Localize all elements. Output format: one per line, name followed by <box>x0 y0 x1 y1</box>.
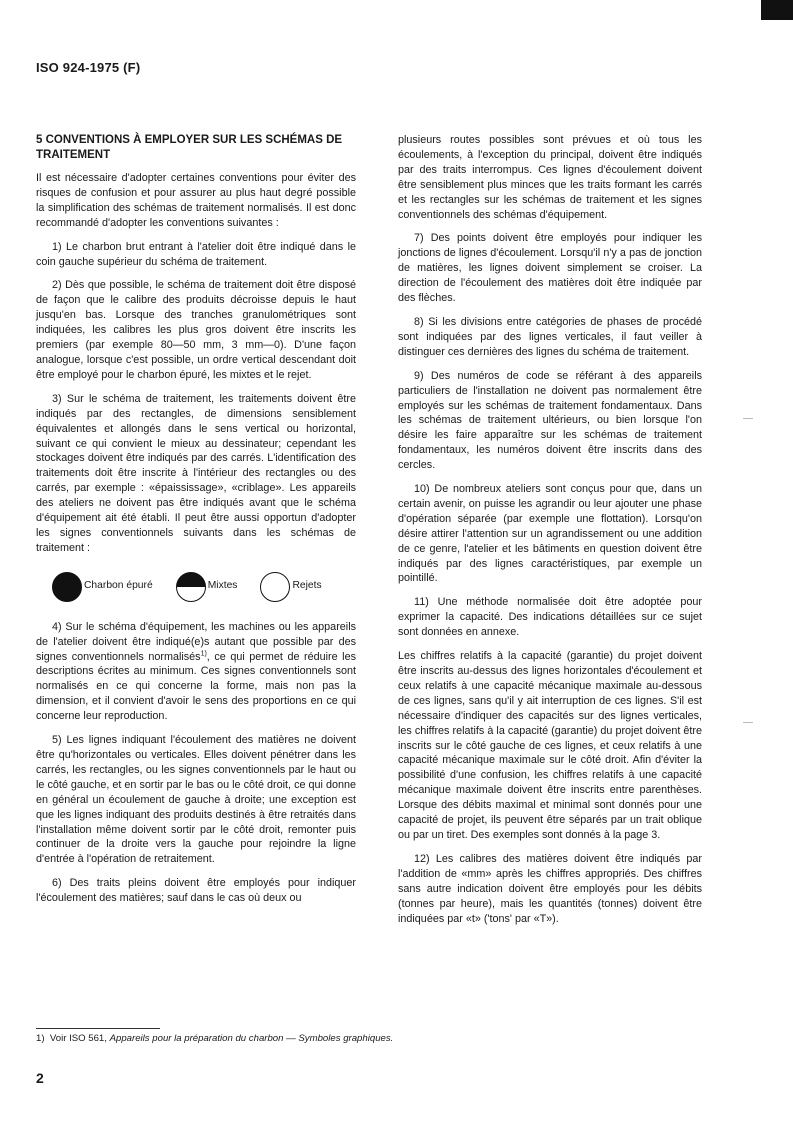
footnote-marker: 1) <box>36 1033 45 1044</box>
legend-rejects <box>260 572 321 602</box>
convention-6: 6) Des traits pleins doivent être employés pour indiquer l'écoulement des matières; sauf dans le cas où deux ou <box>36 877 356 905</box>
legend-rejects-label: Rejets <box>292 580 322 592</box>
convention-4-text-a: 4) Sur le schéma d'équipement, les machines ou les appareils de l'atelier doivent être indiqué(e)s autant que possible par des signes conventionnels normalisés <box>36 620 356 663</box>
footnote <box>36 1033 393 1044</box>
standard-header: ISO 924-1975 (F) <box>36 60 141 75</box>
footnote-divider <box>36 1028 160 1029</box>
legend-clean-coal-label: Charbon épuré <box>84 580 153 592</box>
intro-paragraph: Il est nécessaire d'adopter certaines conventions pour éviter des risques de confusion et pour assurer au plus haut degré possible la simplification des schémas de traitement normalisés. Il est donc recommandé d'adopter les conventions suivantes : <box>36 172 356 229</box>
capacity-paragraph: Les chiffres relatifs à la capacité (garantie) du projet doivent être inscrits au-dessus des lignes horizontales d'écoulement et ceux relatifs à une capacité mécanique maximale au-dessous de ces lignes, sans qu'il y ait interruption de ces lignes. S'il est nécessaire d'indiquer des capacités sur des lignes verticales, les chiffres relatifs à la capacité (garantie) du projet doivent être inscrits sur le côté gauche de ces lignes, et ceux relatifs à une capacité mécanique maximale sur le côté droit. Afin d'éviter la possibilité d'une confusion, les chiffres relatifs à une capacité mécanique maximale doivent être inscrits entre parenthèses. Lorsque des débits maximal et minimal sont donnés pour une capacité de projet, ils peuvent être séparés par un trait oblique ou par un tiret. Des exemples sont donnés à la page 3. <box>398 650 702 841</box>
section-heading: 5 CONVENTIONS À EMPLOYER SUR LES SCHÉMAS DE TRAITEMENT <box>36 134 343 161</box>
left-column <box>36 133 356 915</box>
margin-tick <box>743 418 753 419</box>
convention-4-text-b: , ce qui permet de réduire les descriptions écrites au minimum. Ces signes conventionnels sont normalisés en ce qui concerne la forme, mais non pas la dimension, et il convient d'avoir le sens des proportions en ce qui concerne leur reproduction. <box>36 650 356 723</box>
convention-5: 5) Les lignes indiquant l'écoulement des matières ne doivent être qu'horizontales ou verticales. Elles doivent pénétrer dans les carrés, les rectangles, ou les signes conventionnels par le haut ou le côté gauche, et en sortir par le bas ou le côté droit, ce qui donne en général un écoulement de gauche à droite; une exception est que les lignes indiquant des produits destinés à être retraités dans l'installation même doivent sortir par le côté droit, remonter puis continuer de la droite vers la gauche pour rejoindre la ligne d'entrée à l'opération de retraitement. <box>36 734 356 866</box>
footnote-reference-text: Voir ISO 561, <box>49 1033 110 1044</box>
corner-scan-mark <box>761 0 793 20</box>
convention-1: 1) Le charbon brut entrant à l'atelier doit être indiqué dans le coin gauche supérieur du schéma de traitement. <box>36 240 356 268</box>
filled-circle-icon <box>52 572 82 602</box>
footnote-reference[interactable]: 1) <box>200 649 207 657</box>
convention-7: 7) Des points doivent être employés pour indiquer les jonctions de lignes d'écoulement. Lorsqu'il n'y a pas de jonction de matières, les lignes doivent simplement se croiser. La direction de l'écoulement des matières doit être indiquée par des flèches. <box>398 232 702 305</box>
convention-6-continued: plusieurs routes possibles sont prévues et où tous les écoulements, à l'exception du principal, doivent être indiqués par des traits interrompus. Ces lignes d'écoulement doivent être sensiblement plus minces que les traits formant les carrés et les rectangles sur les schémas de traitement et les signes conventionnels des schémas d'équipement. <box>398 134 702 221</box>
legend-middlings <box>176 572 238 602</box>
convention-12: 12) Les calibres des matières doivent être indiqués par l'addition de «mm» après les chiffres appropriés. Des chiffres sans autre indication doivent être employés pour les débits (tonnes par heure), mais les quantités (tonnes) doivent être indiquées par «t» ('tons' par «T»). <box>398 852 702 925</box>
legend-clean-coal <box>52 572 153 602</box>
convention-8: 8) Si les divisions entre catégories de phases de procédé sont indiquées par des lignes verticales, il faut veiller à distinguer ces dernières des lignes du schéma de traitement. <box>398 315 702 358</box>
right-column <box>398 133 702 935</box>
legend-middlings-label: Mixtes <box>207 580 238 592</box>
convention-10: 10) De nombreux ateliers sont conçus pour que, dans un certain avenir, on puisse les agrandir ou leur ajouter une phase d'opération séparée (par exemple une flottation). Lorsqu'on désire attirer l'attention sur un agrandissement ou une addition de ce genre, l'atelier et les bâtiments en question doivent être indiqués par des lignes caractéristiques, par exemple un pointillé. <box>398 483 702 585</box>
convention-3: 3) Sur le schéma de traitement, les traitements doivent être indiqués par des rectangles, de dimensions sensiblement équivalentes et allongés dans le sens vertical ou horizontal, suivant ce qui convient le mieux au dessinateur; cependant les stockages doivent être indiqués par des carrés. L'identification des traitements doit être inscrite à l'intérieur des rectangles ou des carrés, par exemple : «épaississage», «criblage». Les appareils des ateliers ne doivent pas être indiqués avant que le schéma d'équipement ait été établi. Il peut être aussi opportun d'adopter les signes conventionnels suivants dans les schémas de traitement : <box>36 392 356 554</box>
symbol-legend <box>52 572 356 602</box>
convention-9: 9) Des numéros de code se référant à des appareils particuliers de l'installation ne doivent pas normalement être employés sur les schémas de traitement fondamentaux. Dans les schémas de traitement ultérieurs, ou bien lorsque l'on désire les faire apparaître sur les schémas de traitement fondamentaux, les numéros doivent être inscrits dans des cercles. <box>398 369 702 472</box>
margin-tick <box>743 722 753 723</box>
footnote-title: Appareils pour la préparation du charbon — Symboles graphiques. <box>109 1033 394 1044</box>
convention-4 <box>36 620 356 724</box>
half-filled-circle-icon <box>176 572 206 602</box>
convention-2: 2) Dès que possible, le schéma de traitement doit être disposé de façon que le calibre des produits décroisse depuis le haut jusqu'en bas. Lorsque des tranches granulométriques sont indiquées, les calibres les plus gros doivent être inscrits les premiers (par exemple 80—50 mm, 3 mm—0). D'une façon analogue, lorsque c'est possible, un ordre vertical descendant doit être employé pour le charbon épuré, les mixtes et le rejet. <box>36 279 356 381</box>
convention-11: 11) Une méthode normalisée doit être adoptée pour exprimer la capacité. Des indications détaillées sur ce sujet sont données en annexe. <box>398 596 702 639</box>
page-number: 2 <box>36 1070 44 1086</box>
empty-circle-icon <box>260 572 290 602</box>
